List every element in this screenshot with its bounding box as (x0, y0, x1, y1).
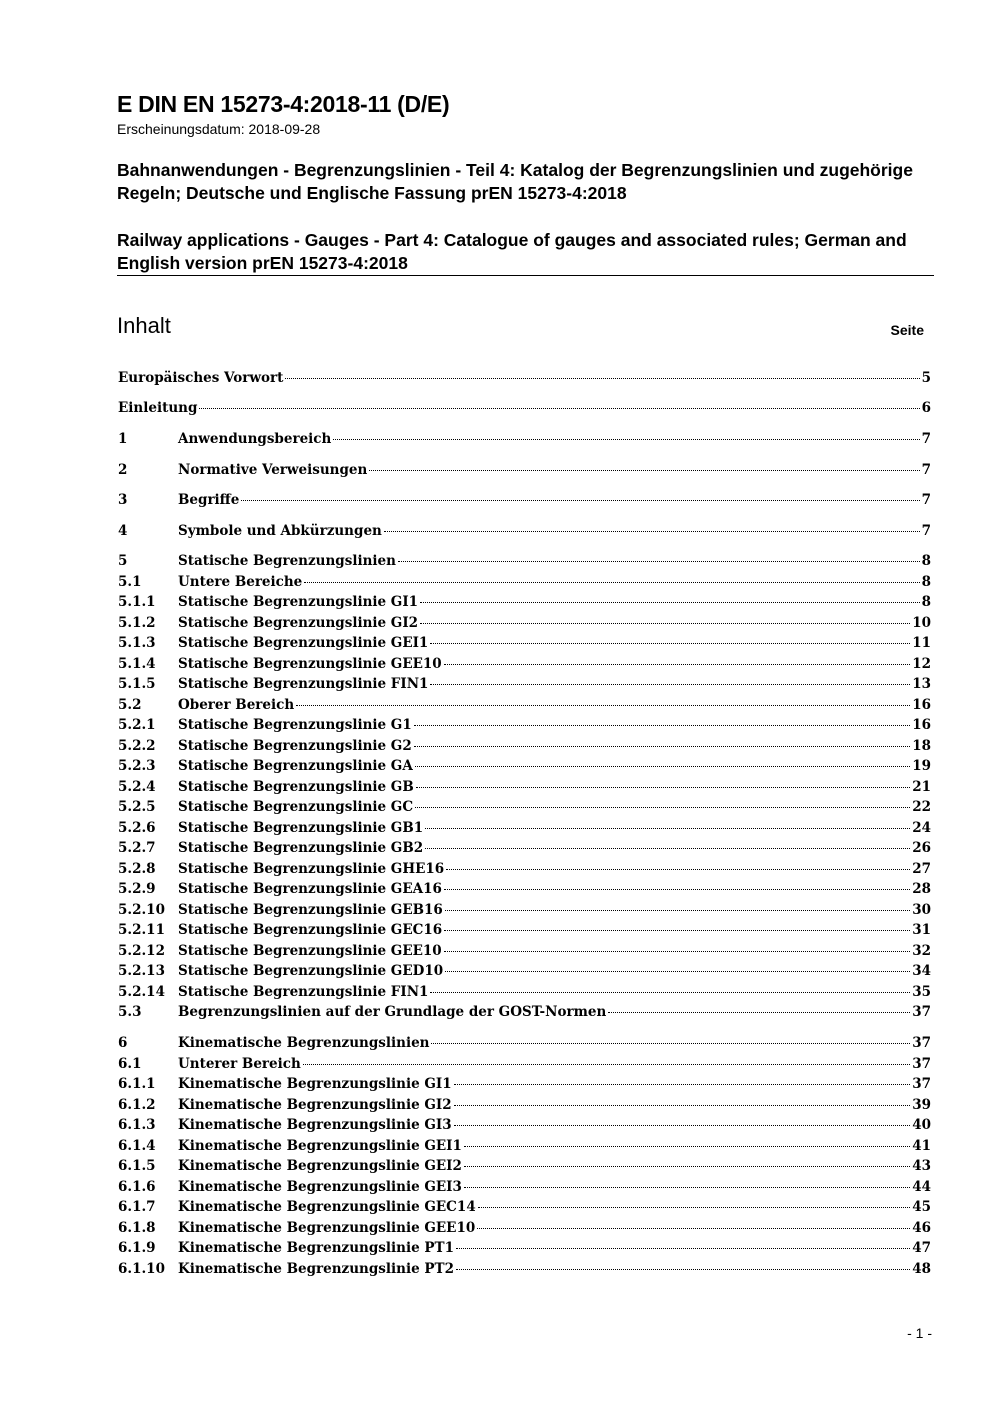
toc-dot-leader (415, 766, 910, 767)
toc-entry-label: Statische Begrenzungslinie GC (178, 799, 414, 815)
publication-date: Erscheinungsdatum: 2018-09-28 (117, 121, 321, 137)
toc-entry-label: Statische Begrenzungslinie GB1 (178, 820, 424, 836)
toc-dot-leader (456, 1269, 910, 1270)
toc-entry-page: 10 (912, 615, 931, 631)
toc-entry-number: 5.1.3 (118, 635, 156, 651)
toc-entry[interactable] (118, 462, 931, 482)
toc-entry-label: Statische Begrenzungslinie G1 (178, 717, 412, 733)
toc-entry-number: 6.1.7 (118, 1199, 156, 1215)
toc-entry-number: 5.2.12 (118, 943, 165, 959)
toc-entry-label: Europäisches Vorwort (118, 370, 284, 386)
toc-entry-page: 34 (912, 963, 931, 979)
toc-entry-number: 5.2.13 (118, 963, 165, 979)
toc-entry[interactable] (118, 697, 931, 717)
toc-entry-number: 6.1.5 (118, 1158, 156, 1174)
toc-entry[interactable] (118, 943, 931, 963)
toc-dot-leader (454, 1105, 911, 1106)
toc-entry[interactable] (118, 820, 931, 840)
toc-dot-leader (444, 889, 910, 890)
toc-entry[interactable] (118, 1240, 931, 1260)
toc-dot-leader (241, 500, 919, 501)
toc-entry[interactable] (118, 400, 931, 420)
toc-dot-leader (199, 408, 919, 409)
toc-dot-leader (384, 531, 920, 532)
toc-entry-number: 5.2.6 (118, 820, 156, 836)
toc-entry-page: 32 (912, 943, 931, 959)
toc-dot-leader (303, 1064, 910, 1065)
toc-entry-label: Statische Begrenzungslinie G2 (178, 738, 412, 754)
toc-entry[interactable] (118, 676, 931, 696)
toc-entry-number: 5.2 (118, 697, 142, 713)
toc-entry[interactable] (118, 1179, 931, 1199)
toc-entry[interactable] (118, 861, 931, 881)
toc-dot-leader (416, 787, 910, 788)
document-title: E DIN EN 15273-4:2018-11 (D/E) (117, 91, 450, 117)
toc-dot-leader (369, 470, 919, 471)
toc-entry-number: 6.1.4 (118, 1138, 156, 1154)
toc-dot-leader (445, 910, 910, 911)
toc-entry-page: 7 (921, 431, 931, 447)
toc-entry-page: 19 (912, 758, 931, 774)
toc-dot-leader (454, 1084, 911, 1085)
toc-entry[interactable] (118, 431, 931, 451)
toc-entry-page: 45 (912, 1199, 931, 1215)
toc-dot-leader (608, 1012, 910, 1013)
toc-entry-page: 35 (912, 984, 931, 1000)
toc-entry-label: Normative Verweisungen (178, 462, 368, 478)
toc-entry[interactable] (118, 492, 931, 512)
toc-entry-number: 6.1.6 (118, 1179, 156, 1195)
toc-entry-page: 21 (912, 779, 931, 795)
toc-entry-label: Kinematische Begrenzungslinie GEI1 (178, 1138, 462, 1154)
toc-dot-leader (296, 705, 910, 706)
toc-entry-page: 8 (921, 574, 931, 590)
toc-dot-leader (333, 439, 919, 440)
toc-entry-label: Kinematische Begrenzungslinie GI2 (178, 1097, 452, 1113)
toc-dot-leader (464, 1187, 910, 1188)
toc-dot-leader (444, 930, 910, 931)
toc-entry-label: Kinematische Begrenzungslinie GEI2 (178, 1158, 462, 1174)
toc-entry-label: Statische Begrenzungslinien (178, 553, 396, 569)
toc-dot-leader (414, 746, 910, 747)
toc-entry-label: Einleitung (118, 400, 198, 416)
toc-entry-page: 22 (912, 799, 931, 815)
toc-entry[interactable] (118, 656, 931, 676)
toc-entry-label: Kinematische Begrenzungslinie PT1 (178, 1240, 454, 1256)
toc-entry-number: 5.2.5 (118, 799, 156, 815)
footer-page-number: - 1 - (907, 1325, 932, 1341)
toc-entry-number: 5.2.7 (118, 840, 156, 856)
toc-entry-number: 5.2.9 (118, 881, 156, 897)
toc-entry-label: Statische Begrenzungslinie GA (178, 758, 413, 774)
toc-entry[interactable] (118, 881, 931, 901)
toc-entry[interactable] (118, 840, 931, 860)
toc-entry-page: 44 (912, 1179, 931, 1195)
toc-entry-number: 6.1.10 (118, 1261, 165, 1277)
toc-dot-leader (420, 623, 910, 624)
toc-entry[interactable] (118, 1097, 931, 1117)
toc-entry-number: 4 (118, 523, 128, 539)
toc-entry-label: Kinematische Begrenzungslinie GI3 (178, 1117, 452, 1133)
toc-entry-number: 5.2.4 (118, 779, 156, 795)
toc-heading: Inhalt (117, 313, 171, 338)
toc-entry[interactable] (118, 902, 931, 922)
toc-entry-number: 5 (118, 553, 128, 569)
toc-entry-page: 37 (912, 1076, 931, 1092)
toc-entry-number: 5.1.1 (118, 594, 156, 610)
toc-entry-label: Statische Begrenzungslinie GEE10 (178, 943, 442, 959)
toc-entry-page: 40 (912, 1117, 931, 1133)
toc-entry-label: Statische Begrenzungslinie GHE16 (178, 861, 445, 877)
toc-entry-number: 6.1.2 (118, 1097, 156, 1113)
toc-entry-number: 2 (118, 462, 128, 478)
toc-dot-leader (477, 1228, 910, 1229)
toc-entry-label: Unterer Bereich (178, 1056, 301, 1072)
toc-entry-page: 37 (912, 1035, 931, 1051)
toc-entry-number: 5.1 (118, 574, 142, 590)
toc-entry[interactable] (118, 1117, 931, 1137)
toc-entry-number: 5.2.14 (118, 984, 165, 1000)
toc-entry[interactable] (118, 984, 931, 1004)
toc-entry-label: Statische Begrenzungslinie GEC16 (178, 922, 443, 938)
toc-entry-label: Kinematische Begrenzungslinien (178, 1035, 430, 1051)
toc-entry[interactable] (118, 1199, 931, 1219)
toc-entry-page: 6 (921, 400, 931, 416)
toc-entry[interactable] (118, 553, 931, 573)
toc-entry-page: 30 (912, 902, 931, 918)
toc-entry-label: Statische Begrenzungslinie GEI1 (178, 635, 429, 651)
toc-entry[interactable] (118, 370, 931, 390)
toc-entry[interactable] (118, 1138, 931, 1158)
toc-dot-leader (430, 643, 910, 644)
toc-dot-leader (456, 1248, 910, 1249)
toc-entry[interactable] (118, 615, 931, 635)
toc-entry[interactable] (118, 922, 931, 942)
toc-entry-label: Oberer Bereich (178, 697, 295, 713)
toc-entry-number: 5.2.10 (118, 902, 165, 918)
toc-entry-label: Kinematische Begrenzungslinie GI1 (178, 1076, 452, 1092)
toc-entry[interactable] (118, 1261, 931, 1281)
toc-entry-page: 7 (921, 462, 931, 478)
toc-entry-page: 5 (921, 370, 931, 386)
toc-entry[interactable] (118, 594, 931, 614)
toc-entry-number: 3 (118, 492, 128, 508)
toc-entry-page: 41 (912, 1138, 931, 1154)
toc-entry-label: Untere Bereiche (178, 574, 303, 590)
toc-dot-leader (464, 1146, 910, 1147)
toc-dot-leader (304, 582, 919, 583)
toc-entry-page: 7 (921, 492, 931, 508)
toc-entry[interactable] (118, 1004, 931, 1024)
toc-dot-leader (431, 1043, 910, 1044)
toc-entry-page: 37 (912, 1056, 931, 1072)
toc-entry-page: 8 (921, 594, 931, 610)
toc-entry[interactable] (118, 738, 931, 758)
toc-dot-leader (425, 828, 910, 829)
toc-dot-leader (445, 971, 910, 972)
toc-entry-label: Begriffe (178, 492, 240, 508)
toc-entry-label: Symbole und Abkürzungen (178, 523, 382, 539)
title-german: Bahnanwendungen - Begrenzungslinien - Teil 4: Katalog der Begrenzungslinien und zugehörige Regeln; Deutsche und Englische Fassung prEN 15273-4:2018 (117, 160, 913, 203)
toc-entry-number: 6 (118, 1035, 128, 1051)
toc-entry[interactable] (118, 799, 931, 819)
title-divider (117, 275, 934, 276)
toc-entry-number: 5.3 (118, 1004, 142, 1020)
toc-entry-page: 39 (912, 1097, 931, 1113)
title-english: Railway applications - Gauges - Part 4: Catalogue of gauges and associated rules; German and English version prEN 15273-4:2018 (117, 230, 907, 273)
toc-entry-label: Anwendungsbereich (178, 431, 332, 447)
toc-dot-leader (454, 1125, 911, 1126)
toc-dot-leader (425, 848, 910, 849)
toc-page-column-label: Seite (890, 322, 924, 338)
toc-entry-label: Kinematische Begrenzungslinie GEC14 (178, 1199, 476, 1215)
toc-entry-page: 12 (912, 656, 931, 672)
toc-entry-label: Statische Begrenzungslinie GEA16 (178, 881, 442, 897)
toc-entry-page: 26 (912, 840, 931, 856)
toc-entry-page: 8 (921, 553, 931, 569)
toc-dot-leader (415, 807, 910, 808)
toc-entry-number: 5.2.11 (118, 922, 165, 938)
toc-entry-label: Statische Begrenzungslinie GI2 (178, 615, 419, 631)
toc-entry-page: 16 (912, 697, 931, 713)
toc-entry-number: 1 (118, 431, 128, 447)
toc-entry-page: 16 (912, 717, 931, 733)
toc-dot-leader (430, 684, 910, 685)
toc-dot-leader (430, 992, 910, 993)
toc-entry-page: 24 (912, 820, 931, 836)
toc-entry-page: 31 (912, 922, 931, 938)
toc-entry-page: 46 (912, 1220, 931, 1236)
toc-dot-leader (444, 951, 911, 952)
toc-entry-number: 6.1 (118, 1056, 142, 1072)
toc-entry-number: 5.2.3 (118, 758, 156, 774)
toc-entry-number: 5.2.1 (118, 717, 156, 733)
toc-dot-leader (478, 1207, 910, 1208)
toc-entry[interactable] (118, 1220, 931, 1240)
toc-entry-label: Statische Begrenzungslinie GB (178, 779, 414, 795)
toc-entry-number: 6.1.9 (118, 1240, 156, 1256)
toc-entry-page: 27 (912, 861, 931, 877)
toc-entry-label: Statische Begrenzungslinie GEE10 (178, 656, 442, 672)
toc-entry-number: 5.1.4 (118, 656, 156, 672)
toc-dot-leader (420, 602, 920, 603)
toc-entry-label: Statische Begrenzungslinie GI1 (178, 594, 419, 610)
toc-dot-leader (446, 869, 910, 870)
toc-entry-page: 28 (912, 881, 931, 897)
toc-entry-label: Statische Begrenzungslinie GEB16 (178, 902, 443, 918)
toc-entry-number: 5.1.2 (118, 615, 156, 631)
toc-entry[interactable] (118, 1035, 931, 1055)
toc-entry-number: 6.1.1 (118, 1076, 156, 1092)
toc-entry-page: 18 (912, 738, 931, 754)
toc-dot-leader (414, 725, 910, 726)
toc-dot-leader (285, 378, 919, 379)
toc-entry[interactable] (118, 523, 931, 543)
toc-entry-page: 7 (921, 523, 931, 539)
toc-dot-leader (464, 1166, 910, 1167)
toc-entry[interactable] (118, 574, 931, 594)
toc-dot-leader (444, 664, 911, 665)
toc-entry[interactable] (118, 963, 931, 983)
toc-entry[interactable] (118, 1158, 931, 1178)
toc-entry-label: Begrenzungslinien auf der Grundlage der GOST-Normen (178, 1004, 607, 1020)
toc-entry-number: 5.2.2 (118, 738, 156, 754)
toc-entry-number: 6.1.8 (118, 1220, 156, 1236)
toc-entry-page: 13 (912, 676, 931, 692)
toc-entry-page: 47 (912, 1240, 931, 1256)
toc-entry-page: 48 (912, 1261, 931, 1277)
toc-entry-page: 43 (912, 1158, 931, 1174)
toc-entry-number: 6.1.3 (118, 1117, 156, 1133)
toc-entry[interactable] (118, 635, 931, 655)
toc-entry-label: Statische Begrenzungslinie GB2 (178, 840, 424, 856)
toc-entry[interactable] (118, 779, 931, 799)
toc-entry-label: Kinematische Begrenzungslinie GEE10 (178, 1220, 476, 1236)
toc-entry-label: Statische Begrenzungslinie FIN1 (178, 676, 429, 692)
toc-entry-label: Statische Begrenzungslinie FIN1 (178, 984, 429, 1000)
toc-entry[interactable] (118, 1056, 931, 1076)
toc-dot-leader (398, 561, 920, 562)
toc-entry-page: 11 (912, 635, 931, 651)
toc-entry-label: Statische Begrenzungslinie GED10 (178, 963, 444, 979)
toc-entry[interactable] (118, 1076, 931, 1096)
toc-entry-number: 5.2.8 (118, 861, 156, 877)
toc-entry-label: Kinematische Begrenzungslinie PT2 (178, 1261, 454, 1277)
toc-entry-page: 37 (912, 1004, 931, 1020)
toc-entry-label: Kinematische Begrenzungslinie GEI3 (178, 1179, 462, 1195)
toc-entry[interactable] (118, 717, 931, 737)
toc-entry[interactable] (118, 758, 931, 778)
toc-entry-number: 5.1.5 (118, 676, 156, 692)
